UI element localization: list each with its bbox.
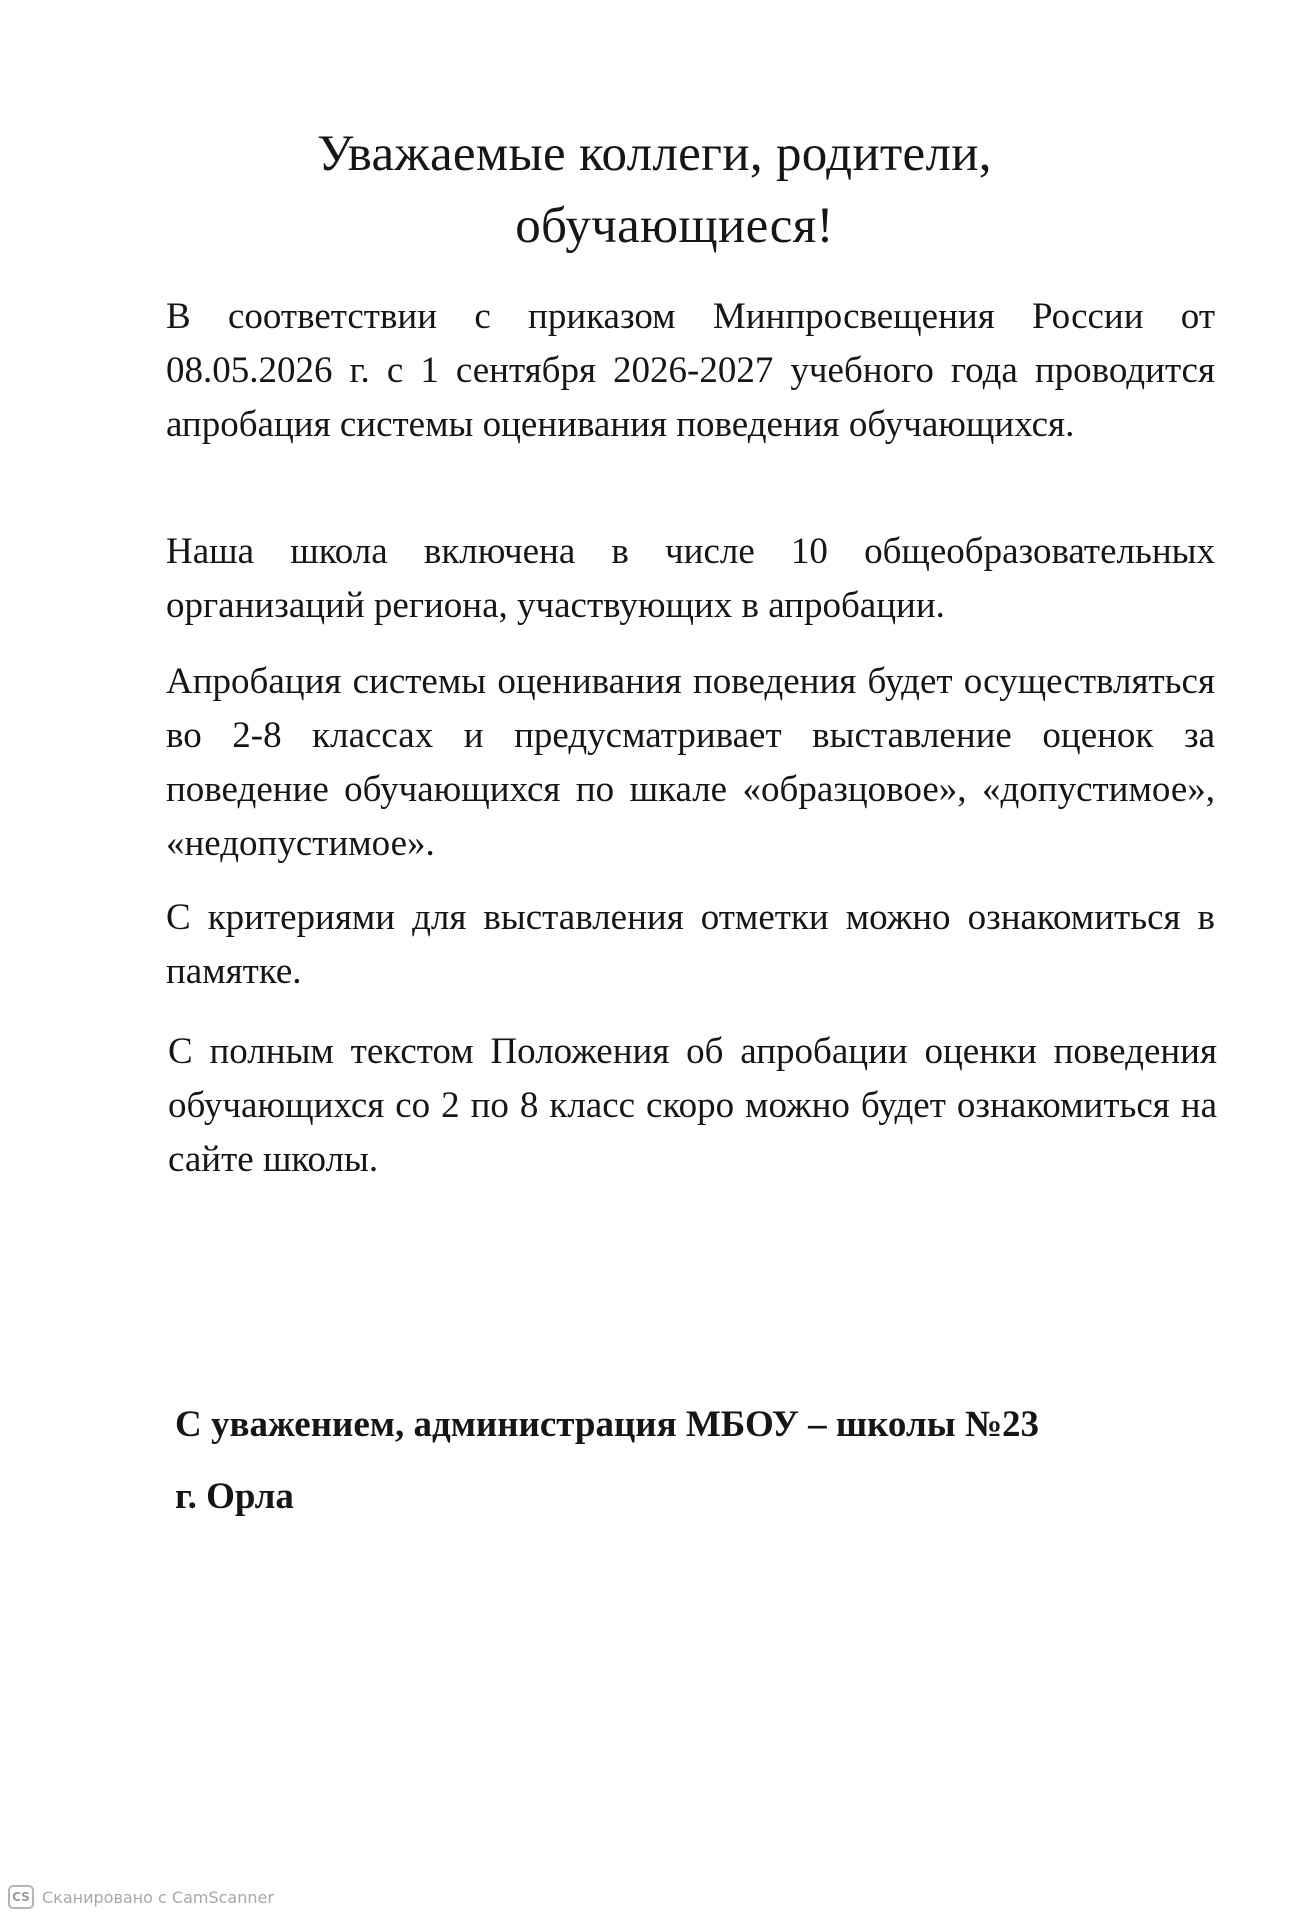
paragraph-full-text: С полным текстом Положения об апробации оценки поведения обучающихся со 2 по 8 класс скоро можно будет ознакомиться на сайте школы. xyxy=(168,1031,1217,1180)
paragraph-school-participation: Наша школа включена в числе 10 общеобразовательных организаций региона, участвующих в апробации. xyxy=(166,531,1215,626)
title-line-1: Уважаемые коллеги, родители, xyxy=(317,126,992,182)
camscanner-watermark xyxy=(8,1884,274,1910)
page-title xyxy=(0,118,1309,262)
signature-line: С уважением, администрация МБОУ – школы №23 xyxy=(175,1404,1040,1445)
paragraph-order-reference: В соответствии с приказом Минпросвещения России от 08.05.2026 г. с 1 сентября 2026-2027 учебного года проводится апробация системы оценивания поведения обучающихся. xyxy=(166,296,1215,445)
paragraph-grading-scale: Апробация системы оценивания поведения будет осуществляться во 2-8 классах и предусматривает выставление оценок за поведение обучающихся по шкале «образцовое», «допустимое», «недопустимое». xyxy=(166,661,1215,864)
watermark-text: Сканировано с CamScanner xyxy=(42,1887,274,1907)
signature-city: г. Орла xyxy=(175,1476,294,1517)
camscanner-logo-icon: CS xyxy=(8,1885,34,1909)
paragraph-criteria: С критериями для выставления отметки можно ознакомиться в памятке. xyxy=(166,897,1215,992)
title-line-2: обучающиеся! xyxy=(515,198,834,254)
